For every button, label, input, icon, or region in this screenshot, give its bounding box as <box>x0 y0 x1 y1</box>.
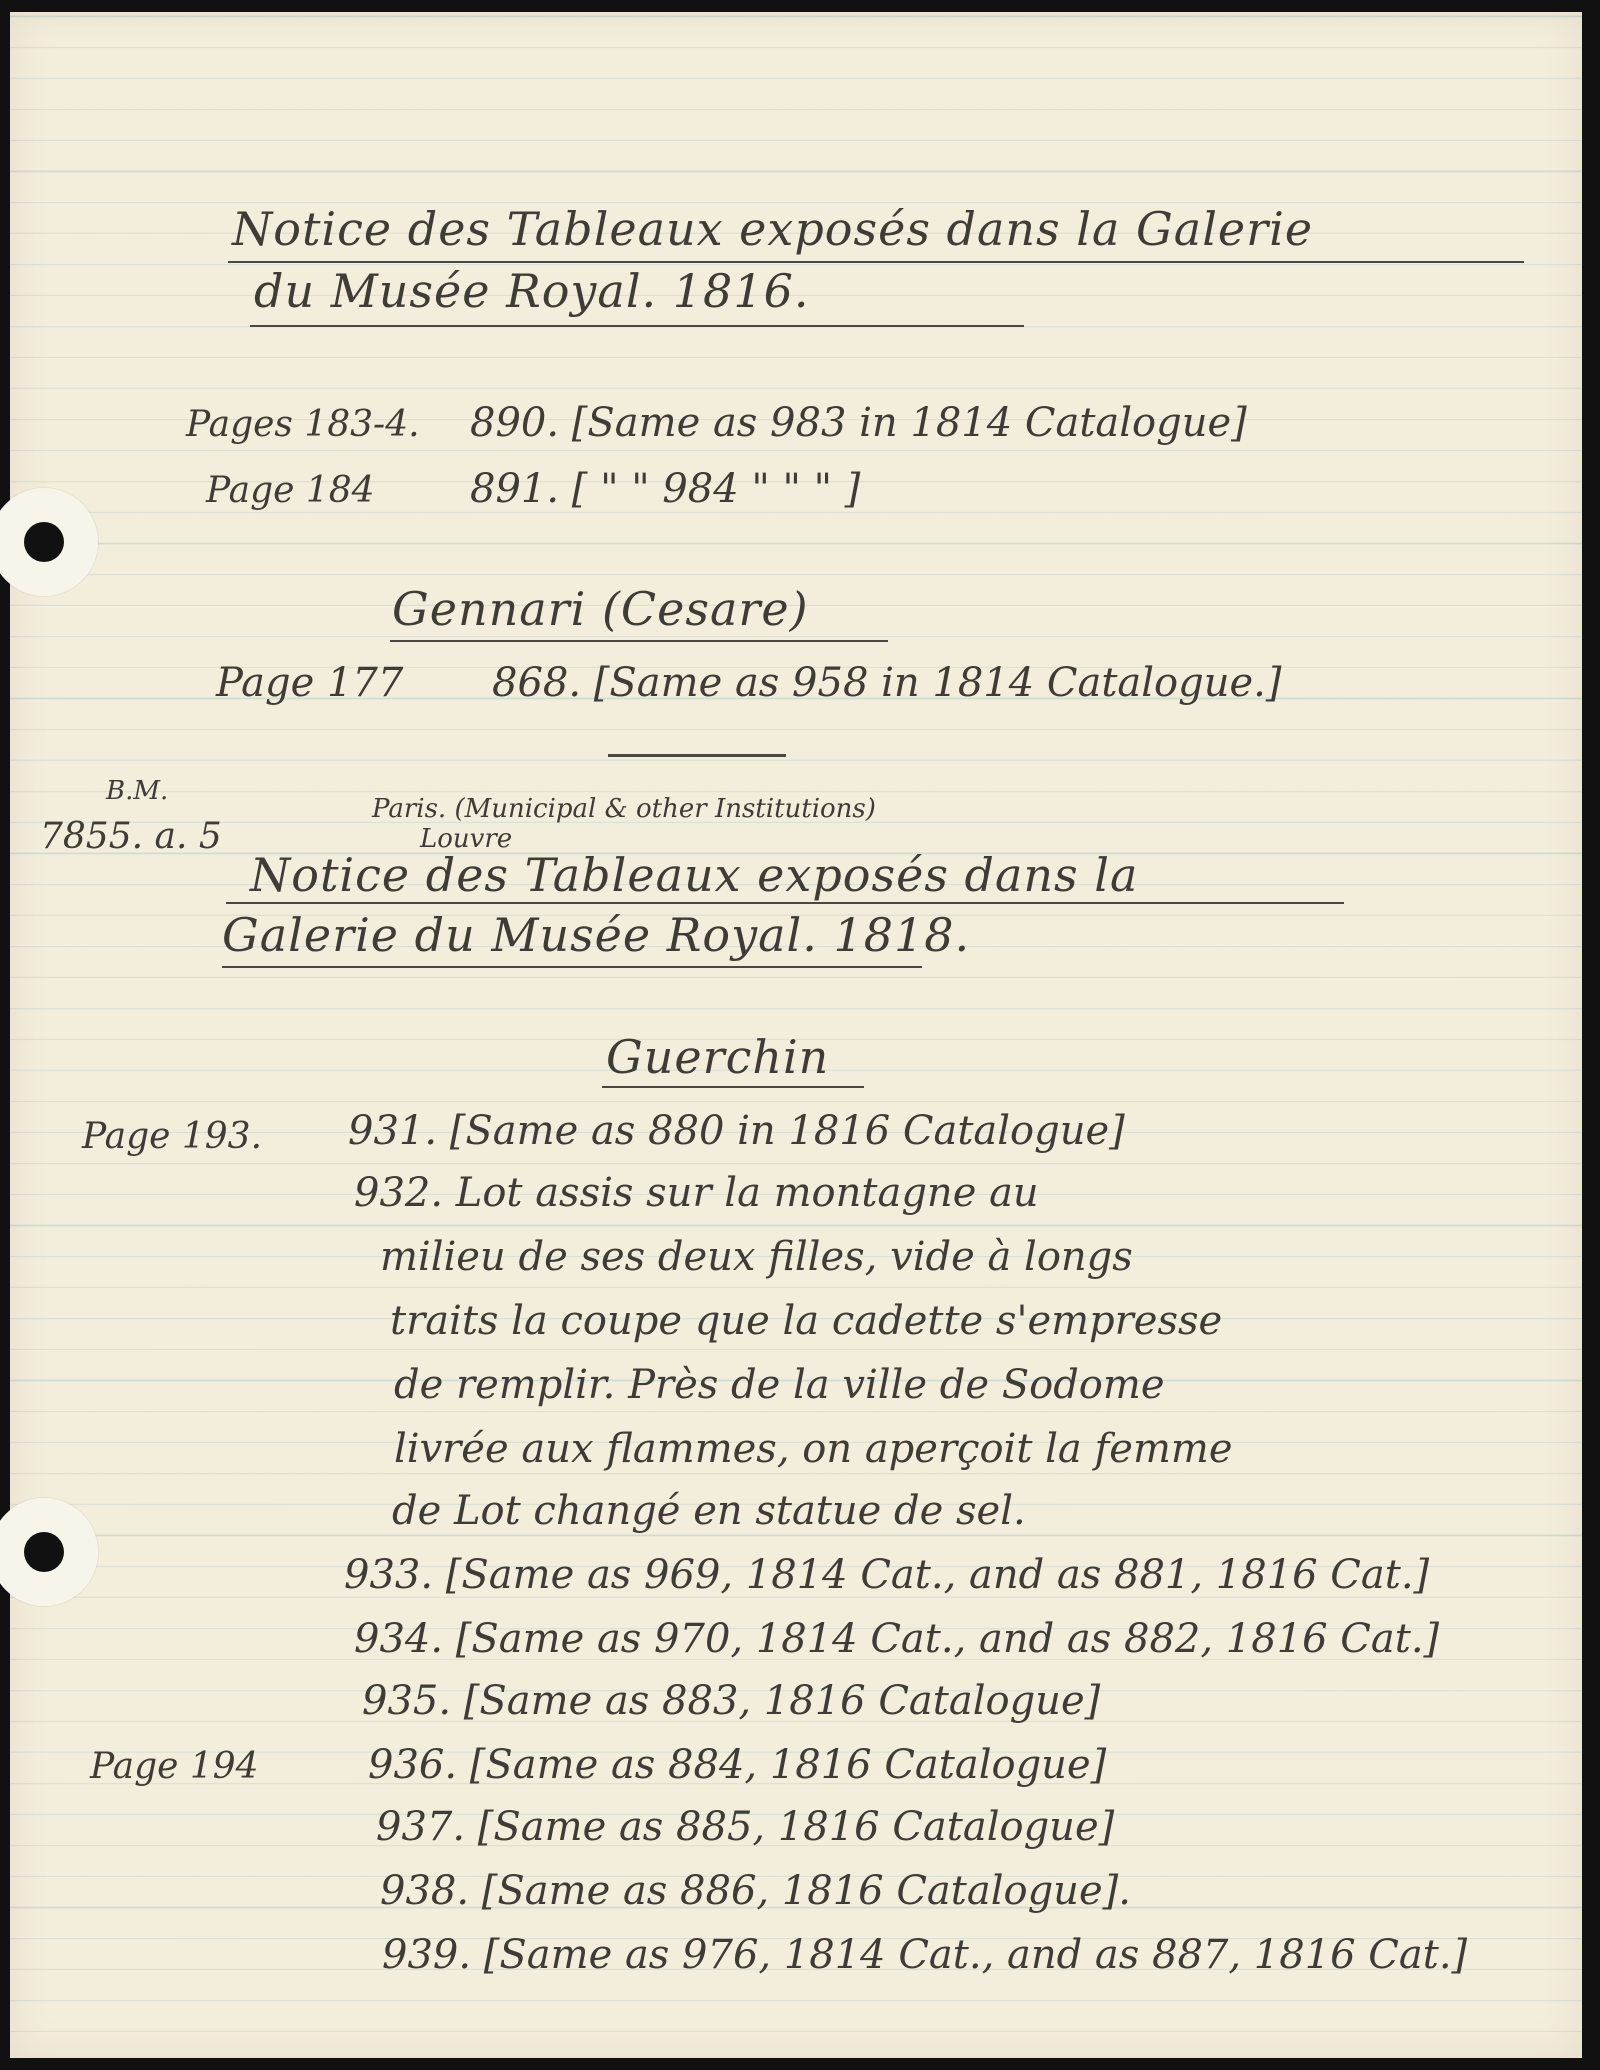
page-ref-183-4: Pages 183-4. <box>186 404 420 445</box>
page-ref-194: Page 194 <box>90 1746 259 1787</box>
gennari-underline <box>390 640 888 642</box>
entry-932-line1: 932. Lot assis sur la montagne au <box>354 1170 1039 1216</box>
louvre-note: Louvre <box>420 824 513 854</box>
heading-1816-underline1 <box>228 261 1524 263</box>
entry-939: 939. [Same as 976, 1814 Cat., and as 887, 1816 Cat.] <box>382 1932 1468 1978</box>
gennari-heading: Gennari (Cesare) <box>392 582 809 636</box>
entry-936: 936. [Same as 884, 1816 Catalogue] <box>368 1742 1107 1788</box>
entry-932-line5: livrée aux flammes, on aperçoit la femme <box>394 1426 1233 1472</box>
heading-1818-line2: Galerie du Musée Royal. 1818. <box>222 908 971 962</box>
punch-hole-bottom <box>0 1498 98 1606</box>
heading-1816-line2: du Musée Royal. 1816. <box>254 264 810 318</box>
page-ref-184: Page 184 <box>206 470 375 511</box>
page-ref-193: Page 193. <box>82 1116 263 1157</box>
entry-937: 937. [Same as 885, 1816 Catalogue] <box>376 1804 1115 1850</box>
entry-933: 933. [Same as 969, 1814 Cat., and as 881, 1816 Cat.] <box>344 1552 1430 1598</box>
heading-1816-underline2 <box>250 325 1024 327</box>
heading-1816-line1: Notice des Tableaux exposés dans la Galerie <box>232 202 1314 256</box>
entry-891: 891. [ " " 984 " " " ] <box>470 466 861 512</box>
heading-1818-line1: Notice des Tableaux exposés dans la <box>250 848 1139 902</box>
gennari-page-ref: Page 177 <box>216 660 404 706</box>
guerchin-underline <box>602 1086 864 1088</box>
entry-938: 938. [Same as 886, 1816 Catalogue]. <box>380 1868 1131 1914</box>
entry-932-line3: traits la coupe que la cadette s'empresse <box>390 1298 1223 1344</box>
entry-868: 868. [Same as 958 in 1814 Catalogue.] <box>492 660 1282 706</box>
guerchin-heading: Guerchin <box>606 1030 830 1084</box>
punch-hole-top <box>0 488 98 596</box>
entry-934: 934. [Same as 970, 1814 Cat., and as 882, 1816 Cat.] <box>354 1616 1440 1662</box>
bm-label: B.M. <box>106 776 169 806</box>
entry-932-line4: de remplir. Près de la ville de Sodome <box>394 1362 1165 1408</box>
entry-932-line2: milieu de ses deux filles, vide à longs <box>380 1234 1133 1280</box>
section-divider <box>608 754 786 757</box>
manuscript-page <box>10 12 1582 2058</box>
heading-1818-underline2 <box>222 966 922 968</box>
paris-note: Paris. (Municipal & other Institutions) <box>372 794 876 824</box>
entry-890: 890. [Same as 983 in 1814 Catalogue] <box>470 400 1247 446</box>
heading-1818-underline1 <box>226 902 1344 904</box>
entry-935: 935. [Same as 883, 1816 Catalogue] <box>362 1678 1101 1724</box>
entry-931: 931. [Same as 880 in 1816 Catalogue] <box>348 1108 1125 1154</box>
shelfmark: 7855. a. 5 <box>40 816 222 857</box>
entry-932-line6: de Lot changé en statue de sel. <box>392 1488 1026 1534</box>
